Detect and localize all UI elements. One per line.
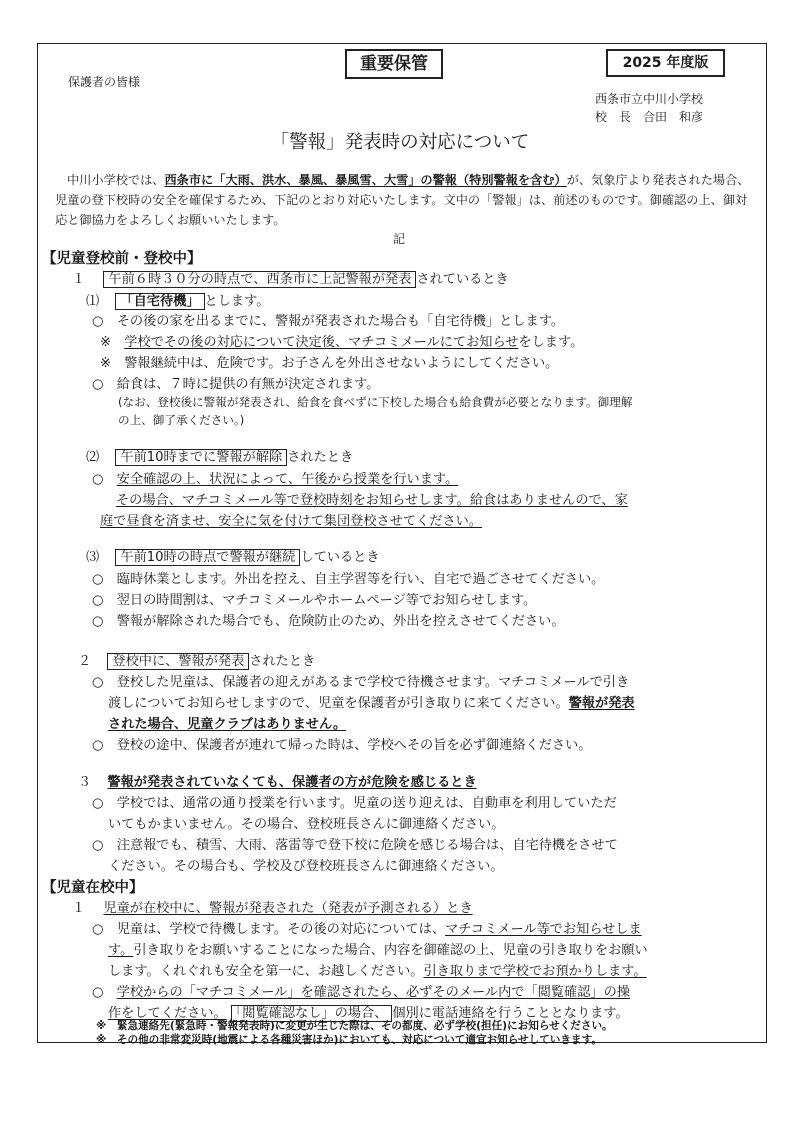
s2-item1-title — [72, 897, 473, 916]
s2-line3 — [108, 960, 647, 979]
principal-name: 校 長 合田 和彦 — [595, 110, 704, 124]
ki-mark: 記 — [393, 232, 406, 246]
item1-condition-rest: されているとき — [416, 272, 509, 287]
s2-line2-underlined: す。 — [108, 943, 134, 958]
sub1-line2 — [100, 331, 583, 350]
item2-line2-bold: 警報が発表 — [568, 696, 635, 711]
sub2-line3: 庭で昼食を済ませ、安全に気を付けて集団登校させてください。 — [100, 514, 483, 529]
item2-condition-rest: されたとき — [249, 654, 316, 669]
sub2-number: ⑵ — [86, 450, 100, 465]
item1-boxed-condition: 午前６時３０分の時点で、西条市に上記警報が発表 — [103, 271, 416, 288]
s2-line1-text: ○ 児童は、学校で待機します。その後の対応については、 — [92, 922, 446, 937]
item3-line3: ○ 注意報でも、積雪、大雨、落雷等で登下校に危険を感じる場合は、自宅待機をさせて — [92, 838, 618, 853]
sub3-title — [86, 546, 380, 565]
item2-line1: ○ 登校した児童は、保護者の迎えがあるまで学校で待機させます。マチコミメールで引き — [92, 675, 630, 690]
sub3-condition-rest: しているとき — [300, 550, 380, 565]
sub3-line2: ○ 翌日の時間割は、マチコミメールやホームページ等でお知らせします。 — [92, 593, 537, 608]
s2-line4-underlined: 学校からの「マチコミメール」を確認されたら、必ずそのメール内で「閲覧確認」の操 — [116, 985, 630, 1000]
s2-line3-underlined: 引き取りまで学校でお預かりします。 — [423, 964, 647, 979]
s2-item1-number: １ — [72, 901, 86, 916]
s2-line4 — [92, 981, 630, 1000]
item3-line2: いてもかまいません。その場合、登校班長さんに御連絡ください。 — [108, 817, 505, 832]
sub2-title — [86, 446, 353, 465]
item2-line2 — [108, 692, 635, 711]
section-in-school-heading: 【児童在校中】 — [42, 880, 144, 896]
sub2-line1 — [92, 468, 458, 487]
s2-line5-text: 個別に電話連絡を行うこととなります。 — [392, 1006, 629, 1021]
sub3-line3: ○ 警報が解除された場合でも、危険防止のため、外出を控えさせてください。 — [92, 614, 565, 629]
note-other-disasters: ※ その他の非常変災時(地震による各種災害ほか)においても、対応について適宜お知らせしていきます。 — [96, 1034, 602, 1046]
sub1-line5: (なお、登校後に警報が発表され、給食を食べずに下校した場合も給食費が必要となります。御理解 — [118, 395, 633, 409]
item2-line4: ○ 登校の途中、保護者が連れて帰った時は、学校へその旨を必ず御連絡ください。 — [92, 738, 592, 753]
sub1-line4: ○ 給食は、７時に提供の有無が決定されます。 — [92, 377, 380, 392]
item2-title — [78, 650, 315, 669]
bullet: ○ — [92, 472, 117, 487]
important-keep-stamp: 重要保管 — [345, 49, 443, 79]
sub3-number: ⑶ — [86, 550, 100, 565]
s2-line1-underlined: マチコミメール等でお知らせしま — [445, 922, 642, 937]
sub2-line2: その場合、マチコミメール等で登校時刻をお知らせします。給食はありませんので、家 — [116, 493, 628, 508]
sub1-number: ⑴ — [86, 294, 100, 309]
item3-title — [78, 771, 477, 790]
sub3-line1: ○ 臨時休業とします。外出を控え、自主学習等を行い、自宅で過ごさせてください。 — [92, 572, 605, 587]
intro-warning-list: 西条市に「大雨、洪水、暴風、暴風雪、大雪」の警報（特別警報を含む） — [164, 173, 567, 187]
sub2-condition-rest: されたとき — [287, 450, 354, 465]
s2-line5-boxed: 「閲覧確認なし」の場合、 — [231, 1005, 393, 1022]
sub1-line3: ※ 警報継続中は、危険です。お子さんを外出させないようにしてください。 — [100, 356, 559, 371]
page-title: 「警報」発表時の対応について — [270, 132, 530, 153]
s2-item1-heading: 児童が在校中に、警報が発表された（発表が予測される）とき — [103, 901, 473, 916]
s2-line3-text: します。くれぐれも安全を第一に、お越しください。 — [108, 964, 424, 979]
item2-line2-text: 渡しについてお知らせしますので、児童を保護者が引き取りに来てください。 — [108, 696, 569, 711]
item1-title — [72, 268, 509, 287]
section-before-school-heading: 【児童登校前・登校中】 — [42, 251, 202, 267]
item1-number: １ — [72, 272, 86, 287]
s2-line2-text: 引き取りをお願いすることになった場合、内容を御確認の上、児童の引き取りをお願い — [133, 943, 648, 958]
s2-line5-underlined: 作をしてください。 — [108, 1006, 227, 1021]
note-emergency-contact: ※ 緊急連絡先(緊急時・警報発表時)に変更が生じた際は、その都度、必ず学校(担任)にお知らせください。 — [96, 1020, 613, 1032]
item2-number: ２ — [78, 654, 92, 669]
sub1-title — [86, 290, 269, 309]
item3-line4: ください。その場合も、学校及び登校班長さんに御連絡ください。 — [108, 859, 504, 874]
intro-part3: が、気象庁より発表された場合、児童の登下校時の安全を確保するため、下記のとおり対応いたします。文中の「警報」は、前述のものです。御確認の上、御対応と御協力をよろしくお願いいたします。 — [55, 173, 750, 227]
sub1-line2-rest: をします。 — [518, 335, 584, 350]
sub1-boxed-action: 「自宅待機」 — [115, 293, 204, 310]
sub3-boxed-condition: 午前10時の時点で警報が継続 — [115, 549, 300, 566]
sub1-action-rest: とします。 — [204, 294, 270, 309]
item3-heading: 警報が発表されていなくても、保護者の方が危険を感じるとき — [107, 775, 477, 790]
school-name: 西条市立中川小学校 — [595, 92, 704, 106]
sub1-line1: ○ その後の家を出るまでに、警報が発表された場合も「自宅待機」とします。 — [92, 314, 565, 329]
item2-line3: された場合、児童クラブはありません。 — [108, 717, 347, 732]
fiscal-year-badge: 2025 年度版 — [606, 49, 725, 77]
s2-line1 — [92, 918, 642, 937]
sub2-line1-underlined: 安全確認の上、状況によって、午後から授業を行います。 — [116, 472, 459, 487]
sub1-line6: の上、御了承ください。) — [118, 413, 245, 427]
item3-number: ３ — [78, 775, 92, 790]
item2-boxed-condition: 登校中に、警報が発表 — [107, 653, 249, 670]
item3-line1: ○ 学校では、通常の通り授業を行います。児童の送り迎えは、自動車を利用していただ — [92, 796, 617, 811]
bullet: ○ — [92, 985, 117, 1000]
intro-paragraph — [55, 170, 755, 230]
s2-line2 — [108, 939, 648, 958]
sub2-boxed-condition: 午前10時までに警報が解除 — [115, 449, 287, 466]
addressee: 保護者の皆様 — [68, 75, 141, 89]
note-mark: ※ — [100, 335, 125, 350]
sub1-line2-underlined: 学校でその後の対応について決定後、マチコミメールにてお知らせ — [124, 335, 519, 350]
intro-part1: 中川小学校では、 — [67, 173, 165, 187]
